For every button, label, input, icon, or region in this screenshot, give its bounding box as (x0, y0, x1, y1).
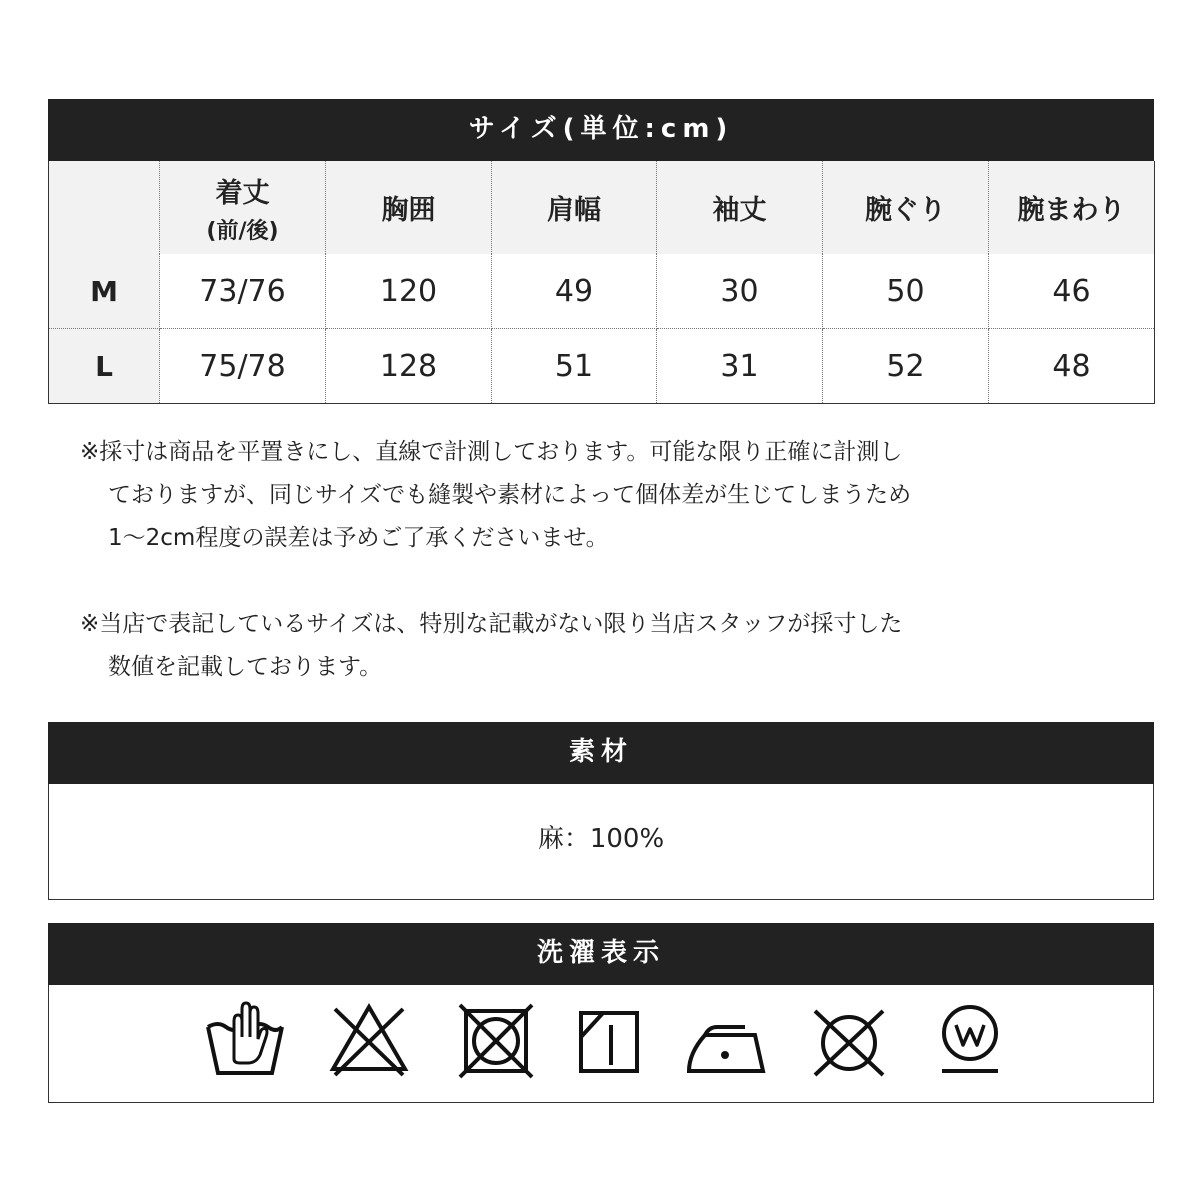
size-label-cell: L (49, 329, 160, 404)
no-dry-clean-icon (809, 999, 889, 1079)
column-header: 腕まわり (989, 161, 1155, 254)
no-bleach-icon (329, 999, 409, 1079)
column-header: 腕ぐり (823, 161, 989, 254)
table-row (49, 329, 1155, 404)
care-symbols (48, 985, 1154, 1103)
size-label-cell: M (49, 254, 160, 329)
note-line: ※当店で表記しているサイズは、特別な記載がない限り当店スタッフが採寸した (80, 611, 903, 637)
table-cell: 128 (326, 329, 492, 404)
table-cell: 51 (492, 329, 657, 404)
table-cell: 31 (657, 329, 823, 404)
table-cell: 75/78 (160, 329, 326, 404)
column-header: 袖丈 (657, 161, 823, 254)
note-line: 1〜2cm程度の誤差は予めご了承くださいませ。 (108, 525, 609, 551)
material-section-title: 素材 (48, 722, 1154, 784)
wet-clean-icon (937, 999, 1003, 1079)
size-table (48, 161, 1155, 404)
note-line: ※採寸は商品を平置きにし、直線で計測しております。可能な限り正確に計測し (80, 439, 903, 465)
table-cell: 46 (989, 254, 1155, 329)
table-cell: 50 (823, 254, 989, 329)
column-header: 胸囲 (326, 161, 492, 254)
note-line: 数値を記載しております。 (108, 654, 383, 680)
table-cell: 52 (823, 329, 989, 404)
table-cell: 49 (492, 254, 657, 329)
shade-drip-dry-icon (577, 999, 643, 1079)
size-table-corner-cell (49, 161, 160, 254)
note-line: ておりますが、同じサイズでも縫製や素材によって個体差が生じてしまうため (108, 482, 912, 508)
size-notation-note (80, 603, 1060, 689)
iron-low-icon (685, 999, 769, 1079)
column-header: 着丈 (前/後) (160, 161, 326, 254)
size-section-title: サイズ(単位:cm) (48, 99, 1154, 161)
table-cell: 48 (1052, 348, 1091, 384)
table-cell: 120 (326, 254, 492, 329)
table-row (49, 254, 1155, 329)
table-cell: 30 (657, 254, 823, 329)
no-tumble-dry-icon (456, 999, 536, 1079)
hand-wash-icon (204, 999, 286, 1079)
column-header: 肩幅 (492, 161, 657, 254)
care-section-title: 洗濯表示 (48, 923, 1154, 985)
table-cell: 73/76 (160, 254, 326, 329)
material-value: 麻：100% (48, 784, 1154, 900)
size-table-header-row (49, 161, 1155, 254)
measurement-note (80, 431, 1060, 560)
